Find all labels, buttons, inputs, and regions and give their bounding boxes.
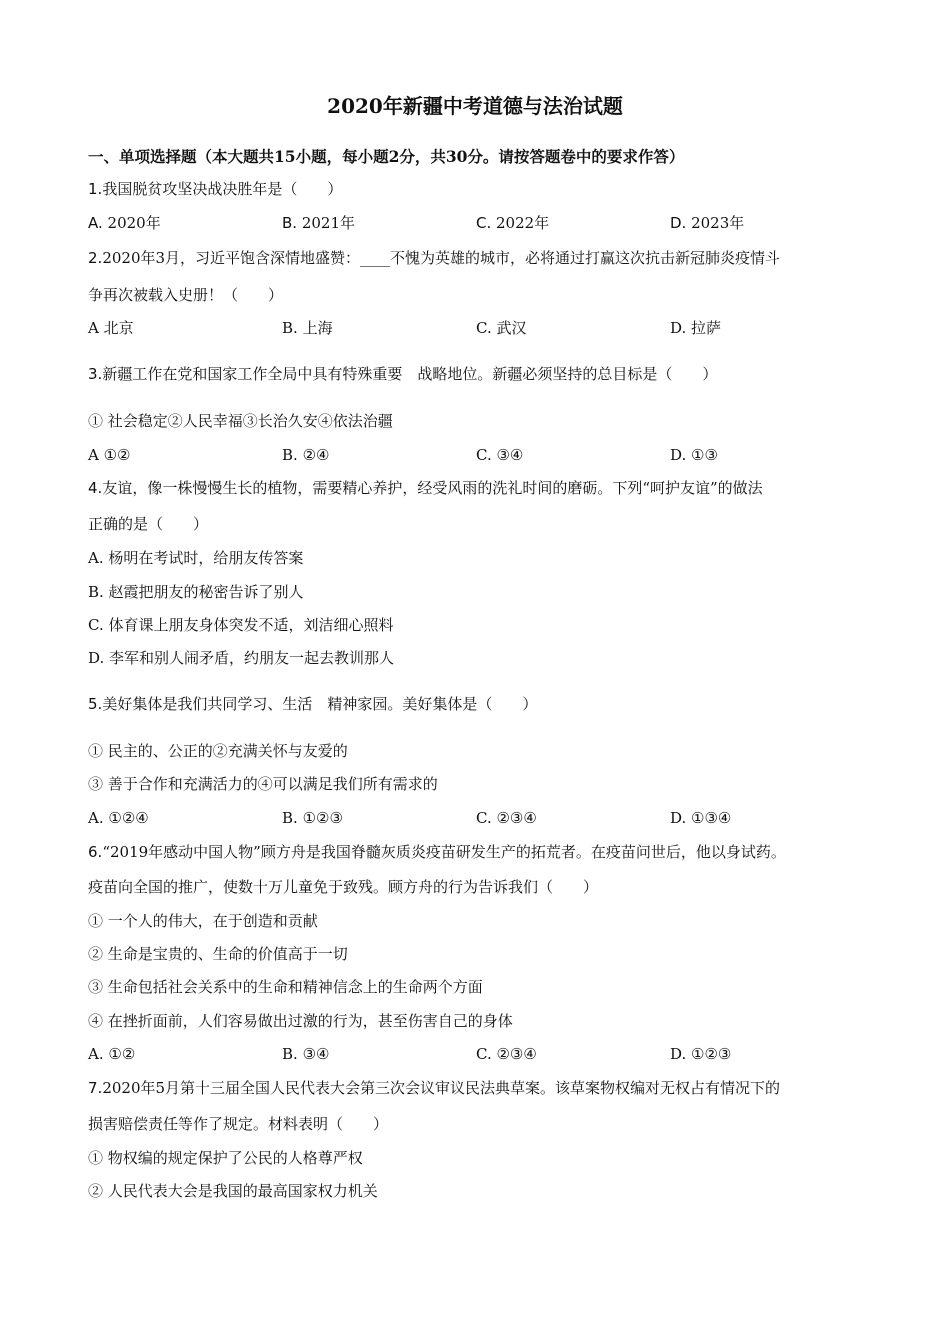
question-7 bbox=[88, 1078, 780, 1098]
question-text: 美好集体是我们共同学习、生活 精神家园。美好集体是（ ） bbox=[102, 695, 538, 713]
question-number: 2. bbox=[88, 249, 103, 267]
question-5-item1: ① 民主的、公正的②充满关怀与友爱的 bbox=[88, 742, 348, 760]
question-text-line1: 2020年5月第十三届全国人民代表大会第三次会议审议民法典草案。该草案物权编对无权占有情况下的 bbox=[102, 1079, 781, 1097]
question-text-line1: “2019年感动中国人物”顾方舟是我国脊髓灰质炎疫苗研发生产的拓荒者。在疫苗问世后，他以身试药。 bbox=[102, 843, 786, 861]
question-5-item2: ③ 善于合作和充满活力的④可以满足我们所有需求的 bbox=[88, 775, 438, 793]
option-b: B. ①②③ bbox=[282, 809, 343, 827]
question-3 bbox=[88, 364, 717, 384]
question-4-line2: 正确的是（ ） bbox=[88, 515, 209, 533]
question-7-item1: ① 物权编的规定保护了公民的人格尊严权 bbox=[88, 1149, 363, 1167]
page-title: 2020年新疆中考道德与法治试题 bbox=[327, 94, 623, 118]
question-number: 1. bbox=[88, 180, 103, 198]
option-a: A. 杨明在考试时，给朋友传答案 bbox=[88, 549, 304, 567]
option-c: C. 体育课上朋友身体突发不适，刘洁细心照料 bbox=[88, 616, 394, 634]
option-a: A ①② bbox=[88, 446, 131, 464]
option-d: D. 李军和别人闹矛盾，约朋友一起去教训那人 bbox=[88, 649, 395, 667]
question-6-item2: ② 生命是宝贵的、生命的价值高于一切 bbox=[88, 945, 348, 963]
option-c: C. ③④ bbox=[476, 446, 524, 464]
option-a: A. 2020年 bbox=[88, 214, 161, 232]
option-a: A. ①② bbox=[88, 1045, 136, 1063]
question-text: 新疆工作在党和国家工作全局中具有特殊重要 战略地位。新疆必须坚持的总目标是（ ） bbox=[102, 365, 718, 383]
option-b: B. ③④ bbox=[282, 1045, 330, 1063]
question-6 bbox=[88, 842, 786, 862]
question-number: 4. bbox=[88, 479, 103, 497]
question-5 bbox=[88, 694, 537, 714]
option-a: A. ①②④ bbox=[88, 809, 149, 827]
question-text-line1: 2020年3月，习近平饱含深情地盛赞：____不愧为英雄的城市，必将通过打赢这次抗击新冠肺炎疫情斗 bbox=[102, 249, 781, 267]
question-number: 3. bbox=[88, 365, 103, 383]
option-b: B. 上海 bbox=[282, 319, 333, 337]
option-d: D. ①③④ bbox=[670, 809, 732, 827]
question-text-line1: 友谊，像一株慢慢生长的植物，需要精心养护，经受风雨的洗礼时间的磨砺。下列“呵护友谊”的做法 bbox=[102, 479, 763, 497]
option-d: D. ①③ bbox=[670, 446, 718, 464]
question-7-item2: ② 人民代表大会是我国的最高国家权力机关 bbox=[88, 1182, 378, 1200]
question-4 bbox=[88, 478, 763, 498]
section-heading: 一、单项选择题（本大题共15小题，每小题2分，共30分。请按答题卷中的要求作答） bbox=[88, 147, 685, 166]
question-number: 7. bbox=[88, 1079, 103, 1097]
option-d: D. 拉萨 bbox=[670, 319, 722, 337]
question-number: 6. bbox=[88, 843, 103, 861]
option-a: A 北京 bbox=[88, 319, 134, 337]
question-6-item4: ④ 在挫折面前，人们容易做出过激的行为，甚至伤害自己的身体 bbox=[88, 1012, 513, 1030]
question-text: 我国脱贫攻坚决战决胜年是（ ） bbox=[102, 180, 343, 198]
question-6-line2: 疫苗向全国的推广，使数十万儿童免于致残。顾方舟的行为告诉我们（ ） bbox=[88, 878, 599, 896]
option-b: B. ②④ bbox=[282, 446, 330, 464]
question-number: 5. bbox=[88, 695, 103, 713]
option-c: C. ②③④ bbox=[476, 809, 537, 827]
question-2-line2: 争再次被载入史册！（ ） bbox=[88, 286, 284, 304]
option-c: C. 武汉 bbox=[476, 319, 527, 337]
question-7-line2: 损害赔偿责任等作了规定。材料表明（ ） bbox=[88, 1115, 389, 1133]
question-2 bbox=[88, 248, 780, 268]
question-6-item3: ③ 生命包括社会关系中的生命和精神信念上的生命两个方面 bbox=[88, 978, 483, 996]
option-b: B. 2021年 bbox=[282, 214, 356, 232]
question-1 bbox=[88, 179, 342, 199]
option-c: C. 2022年 bbox=[476, 214, 550, 232]
question-6-item1: ① 一个人的伟大，在于创造和贡献 bbox=[88, 912, 318, 930]
option-b: B. 赵霞把朋友的秘密告诉了别人 bbox=[88, 583, 304, 601]
option-d: D. ①②③ bbox=[670, 1045, 732, 1063]
question-3-items: ① 社会稳定②人民幸福③长治久安④依法治疆 bbox=[88, 412, 393, 430]
option-c: C. ②③④ bbox=[476, 1045, 537, 1063]
option-d: D. 2023年 bbox=[670, 214, 745, 232]
